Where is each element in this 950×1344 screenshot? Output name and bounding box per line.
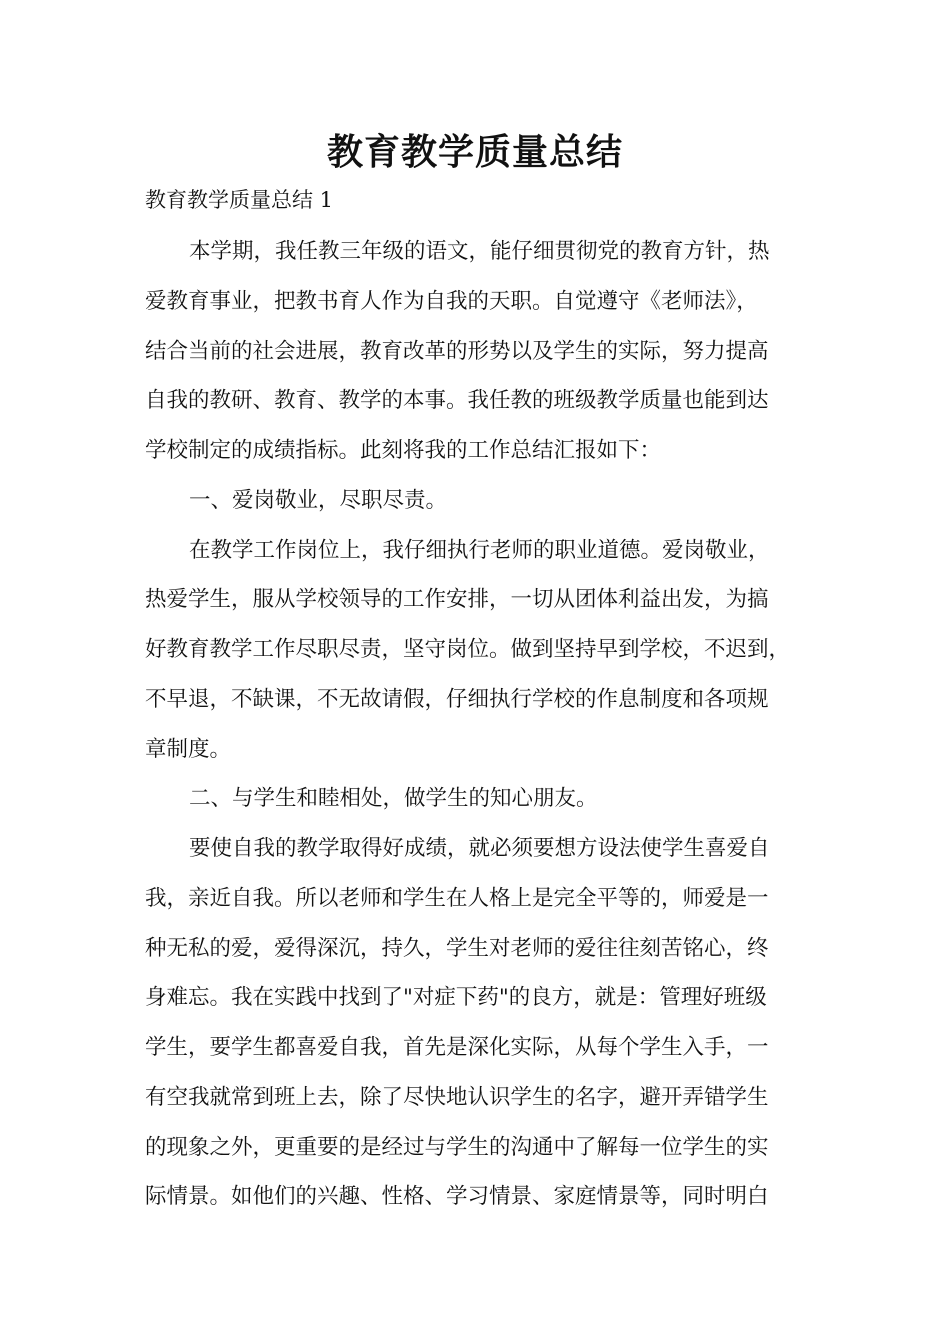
text-line: 热爱学生，服从学校领导的工作安排，一切从团体利益出发，为搞 [145,587,769,613]
text-line: 在教学工作岗位上，我仔细执行老师的职业道德。爱岗敬业， [189,537,770,563]
text-line: 不早退，不缺课，不无故请假，仔细执行学校的作息制度和各项规 [145,686,769,712]
text-line: 本学期，我任教三年级的语文，能仔细贯彻党的教育方针，热 [189,239,770,264]
text-line: 好教育教学工作尽职尽责，坚守岗位。做到坚持早到学校，不迟到， [145,637,791,662]
document-body [145,227,817,1222]
document-title: 教育教学质量总结 [326,131,623,173]
text-line: 结合当前的社会进展，教育改革的形势以及学生的实际，努力提高 [145,338,769,364]
text-line: 有空我就常到班上去，除了尽快地认识学生的名字，避开弄错学生 [145,1084,769,1110]
text-line: 章制度。 [145,736,232,762]
text-line: 际情景。如他们的兴趣、性格、学习情景、家庭情景等，同时明白 [145,1184,769,1210]
text-line: 我，亲近自我。所以老师和学生在人格上是完全平等的，师爱是一 [145,885,769,911]
text-line: 身难忘。我在实践中找到了"对症下药"的良方，就是：管理好班级 [145,985,767,1011]
text-line: 爱教育事业，把教书育人作为自我的天职。自觉遵守《老师法》， [145,288,758,314]
text-line: 要使自我的教学取得好成绩，就必须要想方设法使学生喜爱自 [189,836,770,861]
text-line: 种无私的爱，爱得深沉，持久，学生对老师的爱往往刻苦铭心，终 [145,935,769,961]
text-line: 学生，要学生都喜爱自我，首先是深化实际，从每个学生入手，一 [145,1035,769,1060]
text-line: 自我的教研、教育、教学的本事。我任教的班级教学质量也能到达 [145,388,769,414]
document-subtitle: 教育教学质量总结 1 [145,188,334,212]
text-line: 的现象之外，更重要的是经过与学生的沟通中了解每一位学生的实 [145,1134,769,1160]
text-line: 二、与学生和睦相处，做学生的知心朋友。 [189,786,598,812]
text-line: 学校制定的成绩指标。此刻将我的工作总结汇报如下： [145,438,662,463]
text-line: 一、爱岗敬业，尽职尽责。 [189,487,448,513]
